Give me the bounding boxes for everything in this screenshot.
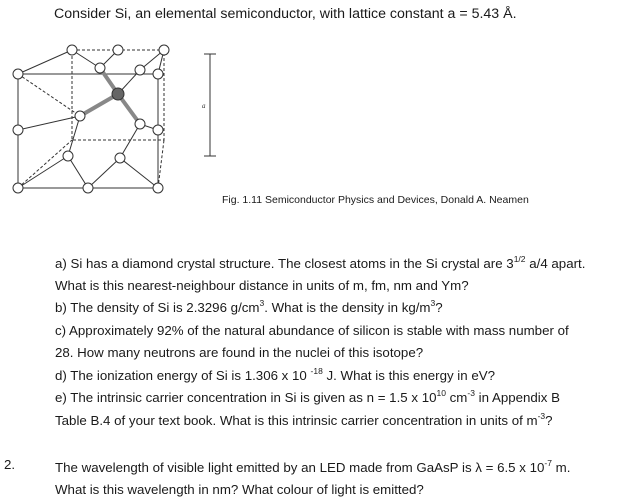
question-a-line2: What is this nearest-neighbour distance in units of m, fm, nm and Ym? (55, 278, 469, 293)
atom (75, 111, 85, 121)
highlight-bond (80, 94, 118, 116)
atom (135, 119, 145, 129)
atom (13, 183, 23, 193)
atom (95, 63, 105, 73)
atom (63, 151, 73, 161)
problem-title: Consider Si, an elemental semiconductor, with lattice constant a = 5.43 Å. (54, 6, 517, 22)
question-2-line1: The wavelength of visible light emitted by an LED made from GaAsP is λ = 6.5 x $10^{-7}$ m. (55, 457, 571, 475)
atom (115, 153, 125, 163)
question-b: b) The density of Si is 2.3296 $g/cm^3$. What is the density in $kg/m^3$? (55, 297, 443, 315)
atom (113, 45, 123, 55)
dimension-label: a (202, 102, 206, 110)
central-atom (112, 88, 124, 100)
atom (135, 65, 145, 75)
question-2-number: 2. (4, 457, 16, 472)
diamond-lattice-figure (0, 30, 232, 198)
question-2-line2: What is this wavelength in nm? What colour of light is emitted? (55, 482, 424, 497)
question-c-line1: c) Approximately 92% of the natural abundance of silicon is stable with mass number of (55, 323, 569, 338)
question-d: d) The ionization energy of Si is 1.306 x 10 $^{-18}$ J. What is this energy in eV? (55, 365, 496, 383)
question-e-line2: Table B.4 of your text book. What is this intrinsic carrier concentration in units of $m^{-3}$? (55, 410, 553, 428)
atom (83, 183, 93, 193)
atom (159, 45, 169, 55)
figure-caption: Fig. 1.11 Semiconductor Physics and Devices, Donald A. Neamen (222, 194, 529, 206)
question-e-line1: e) The intrinsic carrier concentration in Si is given as n = 1.5 x $10^{10}$ $cm^{-3}$ in Appendix B (55, 387, 560, 405)
atom (153, 183, 163, 193)
atom (153, 69, 163, 79)
atom (153, 125, 163, 135)
question-a-line1: a) Si has a diamond crystal structure. The closest atoms in the Si crystal are $3^{1/2}$ a/4 apart. (55, 253, 586, 271)
question-c-line2: 28. How many neutrons are found in the nuclei of this isotope? (55, 345, 424, 360)
atom (13, 125, 23, 135)
atom (67, 45, 77, 55)
atom (13, 69, 23, 79)
